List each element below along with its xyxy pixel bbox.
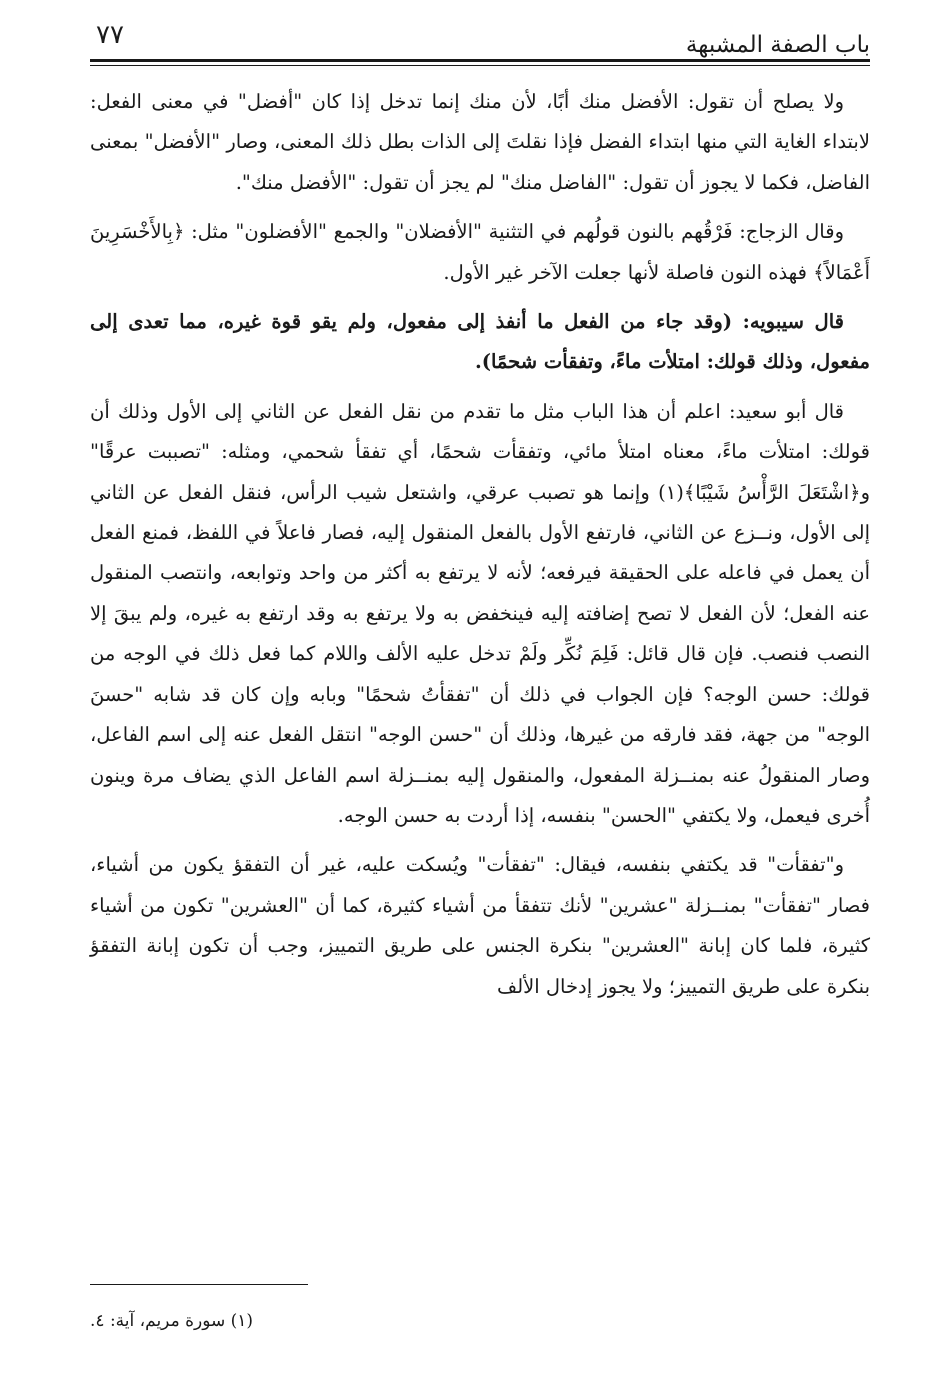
chapter-title: باب الصفة المشبهة xyxy=(685,32,870,58)
book-page xyxy=(90,18,870,1368)
paragraph-5: و"تفقأت" قد يكتفي بنفسه، فيقال: "تفقأت" ويُسكت عليه، غير أن التفقؤ يكون من أشياء، فصار "تفقأت" بمنــزلة "عشرين" لأنك تتفقأ من أشياء كثيرة، كما أن "العشرين" تكون من أشياء كثيرة، فلما كان إبانة "العشرين" بنكرة الجنس على طريق التمييز، وجب أن تكون إبانة التفقؤ بنكرة على طريق التمييز؛ ولا يجوز إدخال الألف xyxy=(90,853,870,998)
header-rule-thin xyxy=(90,65,870,66)
running-header xyxy=(90,18,870,62)
paragraph-1: ولا يصلح أن تقول: الأفضل منك أبًا، لأن منك إنما تدخل إذا كان "أفضل" في معنى الفعل: لابتداء الغاية التي منها ابتداء الفضل فإذا نقلتَ إلى الذات بطل ذلك المعنى، وصار "الأفضل" بمعنى الفاضل، فكما لا يجوز أن تقول: "الفاضل منك" لم يجز أن تقول: "الأفضل منك". xyxy=(90,90,870,194)
footnote xyxy=(90,1308,870,1334)
header-rule-thick xyxy=(90,59,870,62)
page-number: ٧٧ xyxy=(96,20,124,50)
paragraph-2: وقال الزجاج: فَرْقُهم بالنون قولُهم في التثنية "الأفضلان" والجمع "الأفضلون" مثل: ﴿بِالأَخْسَرِينَ أَعْمَالاً﴾ فهذه النون فاصلة لأنها جعلت الآخر غير الأول. xyxy=(90,220,870,284)
paragraph-4: قال أبو سعيد: اعلم أن هذا الباب مثل ما تقدم من نقل الفعل عن الثاني إلى الأول وذلك أن قولك: امتلأت ماءً، معناه امتلأ مائي، وتفقأت شحمًا، أي تفقأ شحمي، ومثله: "تصببت عرقًا" و﴿اشْتَعَلَ الرَّأْسُ شَيْبًا﴾(١) وإنما هو تصبب عرقي، واشتعل شيب الرأس، فنقل الفعل عن الثاني إلى الأول، ونــزع عن الثاني، فارتفع الأول بالفعل المنقول إليه، فصار فاعلاً في اللفظ، فمنع الفعل أن يعمل في فاعله على الحقيقة فيرفعه؛ لأنه لا يرتفع به أكثر من واحد وتوابعه، وانتصب المنقول عنه الفعل؛ لأن الفعل لا تصح إضافته إليه فينخفض به ولا يرتفع به وقد ارتفع به غيره، ولم يبقَ إلا النصب فنصب. فإن قال قائل: فَلِمَ نُكِّر ولَمْ تدخل عليه الألف واللام كما فعل ذلك في الوجه من قولك: حسن الوجه؟ فإن الجواب في ذلك أن "تفقأتُ شحمًا" وبابه وإن كان قد شابه "حسنَ الوجه" من جهة، فقد فارقه من غيرها، وذلك أن "حسن الوجه" انتقل الفعل عنه إلى اسم الفاعل، وصار المنقولُ عنه بمنــزلة المفعول، والمنقول إليه بمنــزلة اسم الفاعل الذي يضاف مرة وينون أُخرى فيعمل، ولا يكتفي "الحسن" بنفسه، إذا أردت به حسن الوجه. xyxy=(90,399,870,827)
main-text xyxy=(90,82,870,1016)
paragraph-sibawayh-quote: قال سيبويه: (وقد جاء من الفعل ما أنفذ إلى مفعول، ولم يقو قوة غيره، مما تعدى إلى مفعول، وذلك قولك: امتلأت ماءً، وتفقأت شحمًا). xyxy=(90,310,870,374)
footnote-separator xyxy=(90,1284,308,1285)
footnote-text: (١) سورة مريم، آية: ٤. xyxy=(90,1311,254,1331)
